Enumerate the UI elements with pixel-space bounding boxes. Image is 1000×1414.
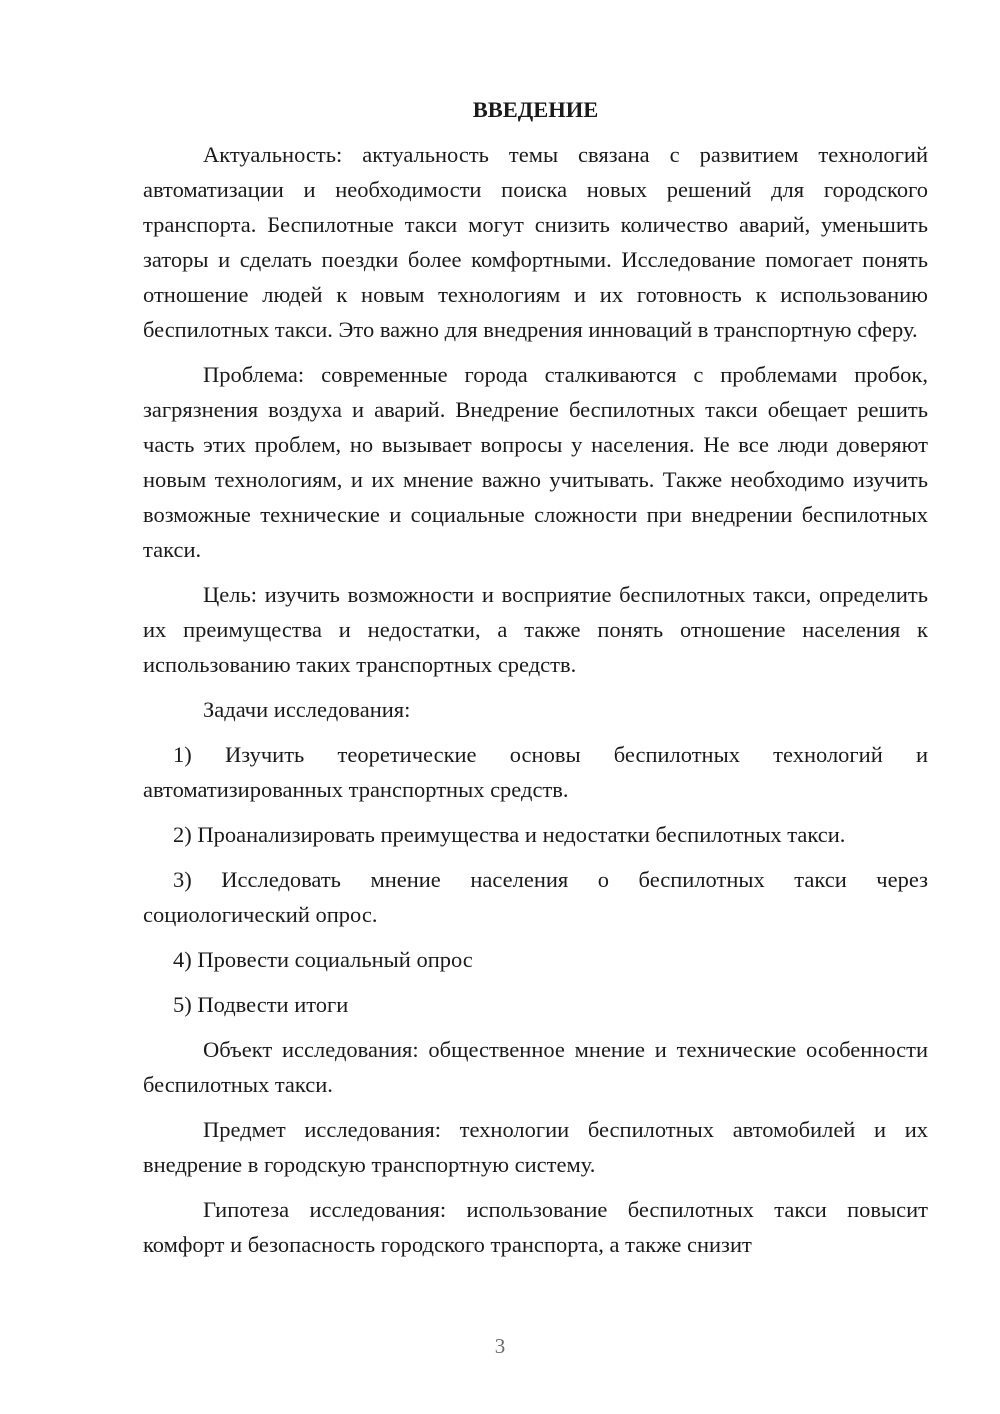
page-number: 3 xyxy=(494,1334,506,1358)
object-paragraph: Объект исследования: общественное мнение и технические особенности беспилотных такси. xyxy=(143,1037,928,1097)
tasks-heading: Задачи исследования: xyxy=(203,697,411,722)
section-title: ВВЕДЕНИЕ xyxy=(472,97,599,122)
task-item-4: 4) Провести социальный опрос xyxy=(173,947,473,972)
task-item-1: 1) Изучить теоретические основы беспилотных технологий и автоматизированных транспортных средств. xyxy=(143,742,928,802)
relevance-paragraph: Актуальность: актуальность темы связана с развитием технологий автоматизации и необходимости поиска новых решений для городского транспорта. Беспилотные такси могут снизить количество аварий, уменьшить заторы и сделать поездки более комфортными. Исследование помогает понять отношение людей к новым технологиям и их готовность к использованию беспилотных такси. Это важно для внедрения инноваций в транспортную сферу. xyxy=(143,142,928,342)
task-item-5: 5) Подвести итоги xyxy=(173,992,349,1017)
subject-paragraph: Предмет исследования: технологии беспилотных автомобилей и их внедрение в городскую транспортную систему. xyxy=(143,1117,928,1177)
document-body xyxy=(143,92,928,1272)
task-item-2: 2) Проанализировать преимущества и недостатки беспилотных такси. xyxy=(173,822,846,847)
hypothesis-paragraph: Гипотеза исследования: использование беспилотных такси повысит комфорт и безопасность городского транспорта, а также снизит xyxy=(143,1197,928,1257)
task-item-3: 3) Исследовать мнение населения о беспилотных такси через социологический опрос. xyxy=(143,867,928,927)
goal-paragraph: Цель: изучить возможности и восприятие беспилотных такси, определить их преимущества и недостатки, а также понять отношение населения к использованию таких транспортных средств. xyxy=(143,582,928,677)
problem-paragraph: Проблема: современные города сталкиваются с проблемами пробок, загрязнения воздуха и аварий. Внедрение беспилотных такси обещает решить часть этих проблем, но вызывает вопросы у населения. Не все люди доверяют новым технологиям, и их мнение важно учитывать. Также необходимо изучить возможные технические и социальные сложности при внедрении беспилотных такси. xyxy=(143,362,928,562)
